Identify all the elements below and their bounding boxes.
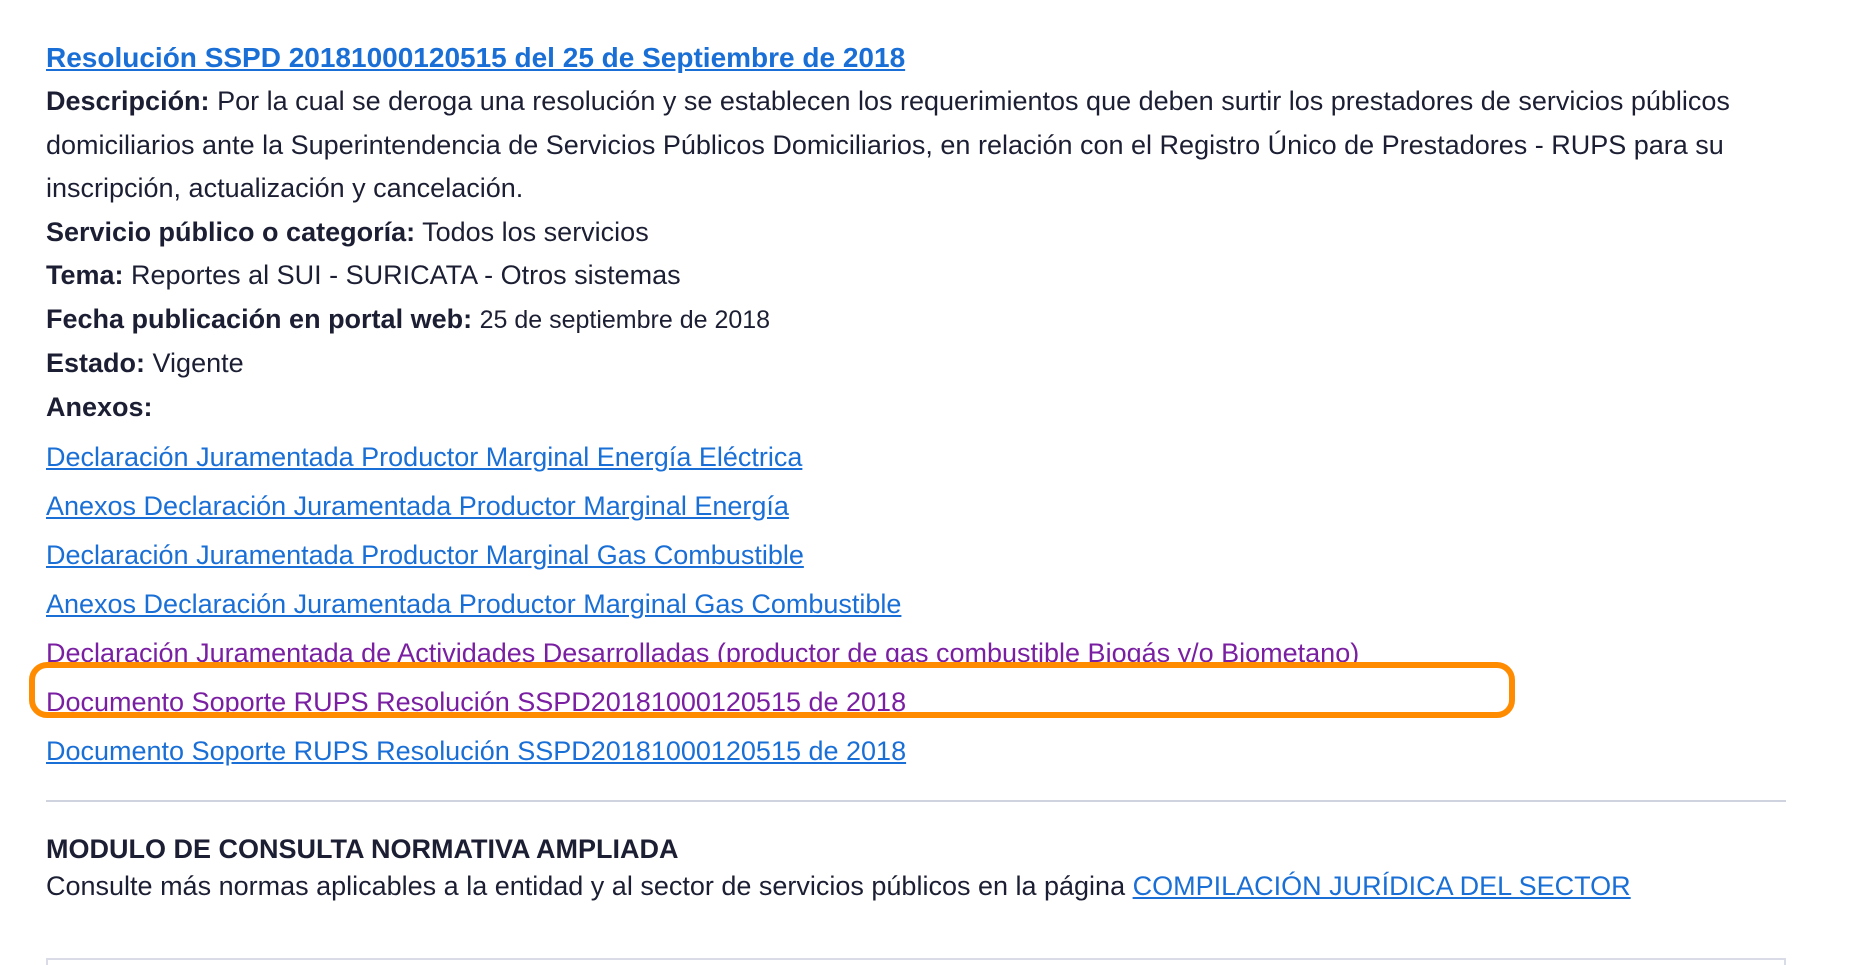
annex-link[interactable]: Documento Soporte RUPS Resolución SSPD20181000120515 de 2018 [46,736,907,766]
list-item [46,433,1786,482]
list-item [46,678,1786,727]
servicio-value: Todos los servicios [422,216,649,247]
estado-value: Vigente [152,348,244,378]
annex-link[interactable]: Declaración Juramentada Productor Marginal Gas Combustible [46,540,804,570]
module-title: MODULO DE CONSULTA NORMATIVA AMPLIADA [46,834,679,864]
fecha-label: Fecha publicación en portal web: [46,303,473,334]
annex-link[interactable]: Anexos Declaración Juramentada Productor Marginal Gas Combustible [46,589,902,619]
list-item [46,580,1786,629]
list-item [46,727,1786,776]
fecha-row [46,298,1786,343]
compilacion-link[interactable]: COMPILACIÓN JURÍDICA DEL SECTOR [1132,871,1631,901]
estado-row [46,342,1786,386]
tema-label: Tema: [46,260,124,290]
module-text-row [46,867,1806,905]
descripcion-label: Descripción: [46,86,210,116]
resolution-entry [46,36,1786,776]
anexos-label: Anexos: [46,391,153,422]
fecha-value: 25 de septiembre de 2018 [479,305,771,334]
descripcion-row [46,80,1786,211]
tema-row [46,254,1786,298]
list-item [46,482,1786,531]
annex-link[interactable]: Declaración Juramentada Productor Marginal Energía Eléctrica [46,442,803,472]
list-item [46,531,1786,580]
estado-label: Estado: [46,348,146,378]
module-text: Consulte más normas aplicables a la entidad y al sector de servicios públicos en la página [46,871,1133,901]
servicio-row [46,211,1786,255]
annex-list [46,433,1786,776]
annex-link[interactable]: Anexos Declaración Juramentada Productor Marginal Energía [46,491,789,521]
section-divider [46,800,1786,802]
consulta-module [46,831,1806,905]
tema-value: Reportes al SUI - SURICATA - Otros sistemas [131,260,681,290]
list-item [46,629,1786,678]
descripcion-value: Por la cual se deroga una resolución y se establecen los requerimientos que deben surtir los prestadores de servicios públicos domiciliarios ante la Superintendencia de Servicios Públicos Domiciliarios, en relación con el Registro Único de Prestadores - RUPS para su inscripción, actualización y cancelación. [46,86,1730,203]
anexos-row [46,386,1786,430]
annex-link-highlighted[interactable]: Declaración Juramentada de Actividades Desarrolladas (productor de gas combustible Biogás y/o Biometano) [46,638,1360,668]
next-panel-edge [46,958,1786,965]
annex-link[interactable]: Documento Soporte RUPS Resolución SSPD20181000120515 de 2018 [46,687,907,717]
resolution-title-link[interactable]: Resolución SSPD 20181000120515 del 25 de Septiembre de 2018 [46,42,906,73]
servicio-label: Servicio público o categoría: [46,216,416,247]
